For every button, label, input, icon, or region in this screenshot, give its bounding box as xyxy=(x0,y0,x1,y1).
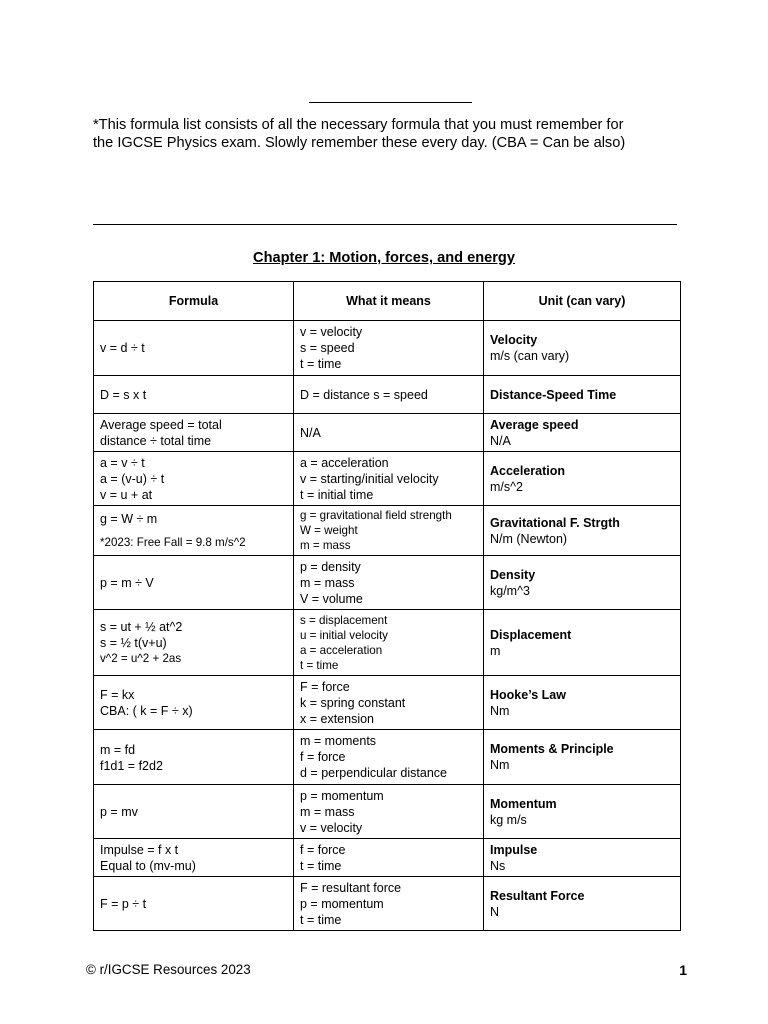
unit-title: Density xyxy=(490,567,536,582)
meaning-line: p = momentum xyxy=(300,788,384,803)
formula-cell xyxy=(94,839,294,877)
unit-title: Gravitational F. Strgth xyxy=(490,515,620,530)
unit-title: Average speed xyxy=(490,417,579,432)
meaning-line: a = acceleration xyxy=(300,643,383,657)
formula-cell xyxy=(94,414,294,452)
meaning-line: W = weight xyxy=(300,524,358,537)
formula-cell xyxy=(94,506,294,556)
meaning-line: v = velocity xyxy=(300,325,363,339)
chapter-title: Chapter 1: Motion, forces, and energy xyxy=(253,250,515,266)
meaning-line: p = momentum xyxy=(300,896,384,911)
table-row xyxy=(94,839,681,877)
formula-line: s = ut + ½ at^2 xyxy=(100,620,183,634)
unit-value: m/s (can vary) xyxy=(490,349,570,363)
meaning-line: F = resultant force xyxy=(300,880,402,895)
meaning-line: m = mass xyxy=(300,804,355,819)
formula-cell xyxy=(94,610,294,676)
meaning-line: s = displacement xyxy=(300,613,388,627)
intro-note xyxy=(93,116,683,152)
meaning-cell xyxy=(294,321,484,376)
meaning-cell xyxy=(294,452,484,506)
meaning-line: t = time xyxy=(300,357,342,371)
table-row xyxy=(94,506,681,556)
meaning-line: a = acceleration xyxy=(300,455,389,470)
unit-title: Distance-Speed Time xyxy=(490,387,617,402)
meaning-line: m = mass xyxy=(300,539,351,552)
unit-cell xyxy=(484,414,681,452)
formula-line: m = fd xyxy=(100,743,136,757)
meaning-line: u = initial velocity xyxy=(300,628,388,642)
formula-line: v = d ÷ t xyxy=(100,341,145,355)
line-gap xyxy=(100,527,287,535)
formula-line: v^2 = u^2 + 2as xyxy=(100,652,182,665)
header-unit: Unit (can vary) xyxy=(484,282,681,321)
unit-title: Resultant Force xyxy=(490,888,585,903)
formula-line: g = W ÷ m xyxy=(100,512,158,526)
unit-cell xyxy=(484,610,681,676)
table-row xyxy=(94,730,681,785)
formula-line: D = s x t xyxy=(100,387,147,402)
meaning-line: v = velocity xyxy=(300,820,363,835)
unit-cell xyxy=(484,839,681,877)
meaning-line: x = extension xyxy=(300,711,375,726)
meaning-cell xyxy=(294,556,484,610)
formula-line: CBA: ( k = F ÷ x) xyxy=(100,703,193,718)
table-row xyxy=(94,676,681,730)
meaning-cell xyxy=(294,730,484,785)
meaning-cell xyxy=(294,676,484,730)
meaning-cell xyxy=(294,877,484,931)
formula-cell xyxy=(94,676,294,730)
meaning-line: k = spring constant xyxy=(300,695,406,710)
unit-cell xyxy=(484,556,681,610)
formula-table xyxy=(93,281,681,931)
meaning-line: p = density xyxy=(300,559,361,574)
meaning-line: f = force xyxy=(300,842,346,857)
unit-title: Impulse xyxy=(490,842,538,857)
formula-cell xyxy=(94,877,294,931)
unit-value: Ns xyxy=(490,858,506,873)
formula-cell xyxy=(94,730,294,785)
table-row xyxy=(94,321,681,376)
meaning-line: m = mass xyxy=(300,575,355,590)
formula-cell xyxy=(94,376,294,414)
table-header-row xyxy=(94,282,681,321)
table-row xyxy=(94,610,681,676)
meaning-line: D = distance s = speed xyxy=(300,387,428,402)
formula-cell xyxy=(94,785,294,839)
meaning-cell xyxy=(294,785,484,839)
unit-value: N/m (Newton) xyxy=(490,531,568,546)
unit-title: Velocity xyxy=(490,333,538,347)
meaning-cell xyxy=(294,506,484,556)
table-row xyxy=(94,785,681,839)
table-row xyxy=(94,376,681,414)
formula-line: distance ÷ total time xyxy=(100,433,212,448)
meaning-line: N/A xyxy=(300,425,321,440)
meaning-line: t = time xyxy=(300,912,342,927)
meaning-line: v = starting/initial velocity xyxy=(300,471,439,486)
unit-cell xyxy=(484,676,681,730)
meaning-line: V = volume xyxy=(300,591,363,606)
unit-cell xyxy=(484,785,681,839)
formula-line: s = ½ t(v+u) xyxy=(100,636,167,650)
meaning-cell xyxy=(294,376,484,414)
formula-line: v = u + at xyxy=(100,487,153,502)
unit-cell xyxy=(484,506,681,556)
formula-line: p = mv xyxy=(100,804,138,819)
formula-cell xyxy=(94,556,294,610)
unit-title: Acceleration xyxy=(490,463,566,478)
unit-cell xyxy=(484,321,681,376)
meaning-line: s = speed xyxy=(300,341,355,355)
unit-cell xyxy=(484,376,681,414)
meaning-cell xyxy=(294,414,484,452)
formula-line: a = v ÷ t xyxy=(100,455,145,470)
formula-line: F = p ÷ t xyxy=(100,896,147,911)
meaning-line: g = gravitational field strength xyxy=(300,509,452,522)
unit-cell xyxy=(484,730,681,785)
unit-title: Hooke’s Law xyxy=(490,687,566,702)
formula-cell xyxy=(94,452,294,506)
header-formula: Formula xyxy=(94,282,294,321)
unit-value: N/A xyxy=(490,433,511,448)
formula-line: a = (v-u) ÷ t xyxy=(100,471,165,486)
page-number: 1 xyxy=(679,962,687,978)
intro-line-2: the IGCSE Physics exam. Slowly remember these every day. (CBA = Can be also) xyxy=(93,135,626,151)
unit-value: N xyxy=(490,904,500,919)
formula-line: Average speed = total xyxy=(100,417,222,432)
formula-line: p = m ÷ V xyxy=(100,575,154,590)
unit-value: m/s^2 xyxy=(490,479,523,494)
intro-line-1: *This formula list consists of all the necessary formula that you must remember for xyxy=(93,117,624,133)
unit-title: Momentum xyxy=(490,796,557,811)
unit-value: Nm xyxy=(490,703,510,718)
unit-title: Displacement xyxy=(490,627,572,642)
unit-cell xyxy=(484,452,681,506)
formula-line: *2023: Free Fall = 9.8 m/s^2 xyxy=(100,536,246,549)
meaning-cell xyxy=(294,610,484,676)
formula-line: Impulse = f x t xyxy=(100,842,179,857)
table-row xyxy=(94,414,681,452)
unit-value: m xyxy=(490,643,501,658)
formula-line: f1d1 = f2d2 xyxy=(100,759,163,773)
header-meaning: What it means xyxy=(294,282,484,321)
meaning-line: f = force xyxy=(300,750,346,764)
table-row xyxy=(94,452,681,506)
section-divider xyxy=(93,224,677,225)
unit-cell xyxy=(484,877,681,931)
table-row xyxy=(94,556,681,610)
unit-value: kg/m^3 xyxy=(490,583,530,598)
top-short-rule xyxy=(309,102,472,103)
meaning-line: m = moments xyxy=(300,734,377,748)
unit-value: Nm xyxy=(490,758,510,772)
meaning-line: t = time xyxy=(300,658,339,672)
formula-cell xyxy=(94,321,294,376)
unit-value: kg m/s xyxy=(490,812,527,827)
meaning-cell xyxy=(294,839,484,877)
meaning-line: F = force xyxy=(300,679,350,694)
formula-line: F = kx xyxy=(100,687,135,702)
table-row xyxy=(94,877,681,931)
footer-copyright: © r/IGCSE Resources 2023 xyxy=(86,962,251,977)
formula-line: Equal to (mv-mu) xyxy=(100,858,196,873)
meaning-line: t = time xyxy=(300,858,342,873)
unit-title: Moments & Principle xyxy=(490,742,614,756)
meaning-line: t = initial time xyxy=(300,487,374,502)
meaning-line: d = perpendicular distance xyxy=(300,766,447,780)
